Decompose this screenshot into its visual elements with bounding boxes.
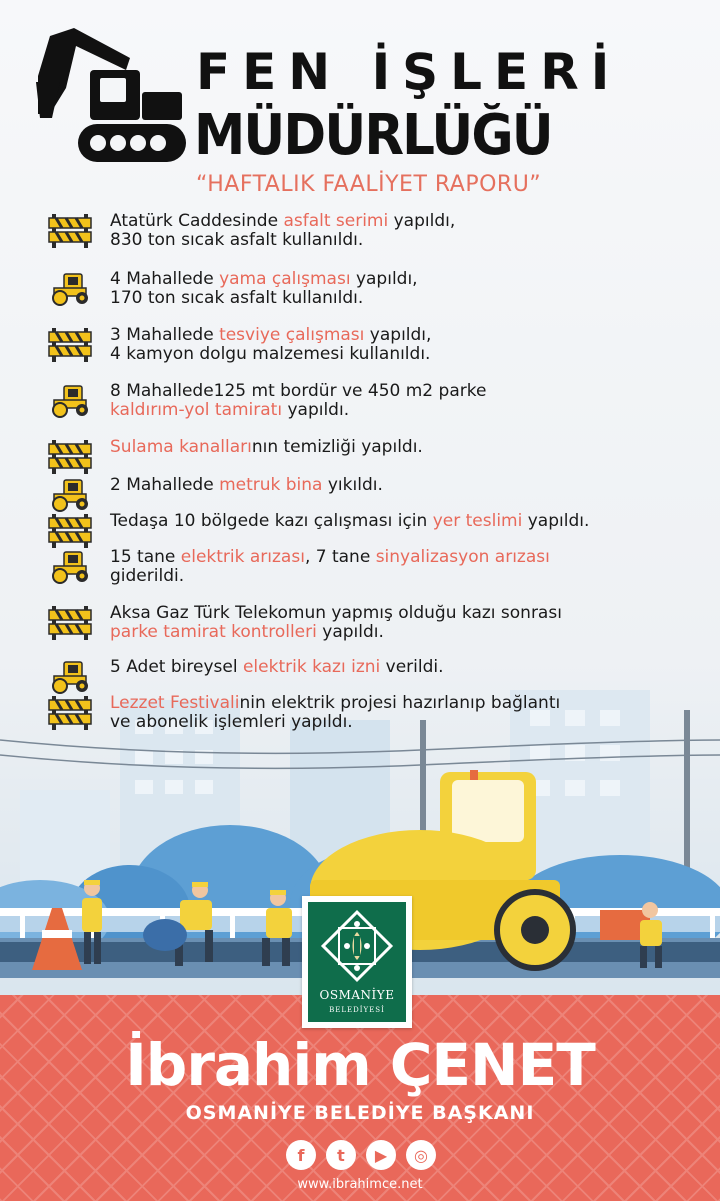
logo-name: OSMANİYE	[319, 988, 395, 1002]
activity-line	[110, 231, 455, 250]
activity-line	[110, 345, 431, 364]
plain-text: 15 tane	[110, 547, 181, 567]
barrier-icon	[48, 604, 92, 640]
highlight-text: asfalt serimi	[283, 211, 389, 231]
plain-text: Tedaşa 10 bölgede kazı çalışması için	[110, 511, 433, 531]
barrier-icon	[48, 212, 92, 248]
road-roller-icon	[48, 476, 92, 512]
road-roller-icon	[48, 658, 92, 694]
activity-line	[110, 512, 589, 531]
plain-text: Aksa Gaz Türk Telekomun yapmış olduğu kazı sonrası	[110, 603, 562, 623]
mayor-title: OSMANİYE BELEDİYE BAŞKANI	[185, 1102, 535, 1124]
activity-text	[110, 694, 560, 732]
social-links	[286, 1140, 436, 1172]
activity-line	[110, 289, 418, 308]
plain-text: yapıldı,	[350, 269, 418, 289]
activity-item	[48, 212, 708, 250]
page-subtitle: “HAFTALIK FAALİYET RAPORU”	[196, 172, 542, 197]
logo-panel	[308, 902, 406, 1022]
activity-text	[110, 476, 383, 495]
barrier-icon	[48, 326, 92, 362]
activity-line	[110, 401, 486, 420]
activity-text	[110, 270, 418, 308]
activity-text	[110, 548, 550, 586]
plain-text: 5 Adet bireysel	[110, 657, 243, 677]
plain-text: , 7 tane	[304, 547, 376, 567]
plain-text: 170 ton sıcak asfalt kullanıldı.	[110, 288, 364, 308]
activity-line	[110, 438, 423, 457]
highlight-text: yer teslimi	[432, 511, 523, 531]
website-link[interactable]: www.ibrahimce.net	[297, 1177, 423, 1192]
activity-text	[110, 512, 589, 531]
activity-text	[110, 382, 486, 420]
activity-line	[110, 694, 560, 713]
twitter-icon[interactable]: t	[326, 1140, 356, 1170]
activity-line	[110, 604, 562, 623]
barrier-icon	[48, 512, 92, 548]
page-title-line1: FEN İŞLERİ	[196, 43, 622, 101]
highlight-text: yama çalışması	[219, 269, 351, 289]
activity-item	[48, 382, 708, 420]
plain-text: giderildi.	[110, 566, 185, 586]
activity-item	[48, 694, 708, 732]
plain-text: yapıldı.	[282, 400, 350, 420]
highlight-text: kaldırım-yol tamiratı	[110, 400, 283, 420]
activity-line	[110, 212, 455, 231]
barrier-icon	[48, 438, 92, 474]
activity-text	[110, 326, 431, 364]
activity-item	[48, 270, 708, 308]
highlight-text: sinyalizasyon arızası	[375, 547, 550, 567]
plain-text: yapıldı,	[388, 211, 456, 231]
plain-text: Atatürk Caddesinde	[110, 211, 284, 231]
activity-item	[48, 476, 708, 512]
highlight-text: metruk bina	[219, 475, 323, 495]
activity-item	[48, 326, 708, 364]
highlight-text: elektrik arızası	[180, 547, 305, 567]
activity-line	[110, 382, 486, 401]
plain-text: nin elektrik projesi hazırlanıp bağlantı	[239, 693, 561, 713]
activity-line	[110, 567, 550, 586]
highlight-text: elektrik kazı izni	[242, 657, 381, 677]
plain-text: yapıldı.	[316, 622, 384, 642]
instagram-icon[interactable]: ◎	[406, 1140, 436, 1170]
facebook-icon[interactable]: f	[286, 1140, 316, 1170]
plain-text: yıkıldı.	[322, 475, 383, 495]
plain-text: 3 Mahallede	[110, 325, 220, 345]
plain-text: 8 Mahallede125 mt bordür ve 450 m2 parke	[110, 381, 487, 401]
plain-text: yapıldı,	[364, 325, 432, 345]
activity-line	[110, 623, 562, 642]
activity-line	[110, 713, 560, 732]
highlight-text: tesviye çalışması	[219, 325, 365, 345]
plain-text: yapıldı.	[522, 511, 590, 531]
mayor-name: İbrahim ÇENET	[125, 1031, 595, 1099]
road-roller-icon	[48, 382, 92, 418]
youtube-icon[interactable]: ▶	[366, 1140, 396, 1170]
activity-text	[110, 438, 423, 457]
highlight-text: Lezzet Festivali	[110, 693, 240, 713]
plain-text: 4 kamyon dolgu malzemesi kullanıldı.	[110, 344, 431, 364]
municipality-logo	[302, 896, 412, 1028]
activity-item	[48, 512, 708, 548]
road-roller-icon	[48, 270, 92, 306]
activity-text	[110, 658, 444, 677]
emblem-icon	[308, 902, 406, 988]
plain-text: 2 Mahallede	[110, 475, 220, 495]
activity-line	[110, 476, 383, 495]
activity-item	[48, 548, 708, 586]
plain-text: verildi.	[380, 657, 444, 677]
activity-item	[48, 438, 708, 474]
activity-line	[110, 270, 418, 289]
plain-text: 4 Mahallede	[110, 269, 220, 289]
activity-item	[48, 604, 708, 642]
activity-line	[110, 658, 444, 677]
plain-text: nın temizliği yapıldı.	[251, 437, 423, 457]
highlight-text: Sulama kanalları	[110, 437, 252, 457]
logo-subtitle: BELEDİYESİ	[329, 1006, 385, 1014]
plain-text: ve abonelik işlemleri yapıldı.	[110, 712, 353, 732]
barrier-icon	[48, 694, 92, 730]
activity-line	[110, 548, 550, 567]
plain-text: 830 ton sıcak asfalt kullanıldı.	[110, 230, 364, 250]
highlight-text: parke tamirat kontrolleri	[110, 622, 317, 642]
activity-text	[110, 212, 455, 250]
page-title-line2: MÜDÜRLÜĞÜ	[194, 103, 552, 168]
excavator-icon	[30, 18, 190, 168]
activity-item	[48, 658, 708, 694]
road-roller-icon	[48, 548, 92, 584]
activity-text	[110, 604, 562, 642]
activity-line	[110, 326, 431, 345]
